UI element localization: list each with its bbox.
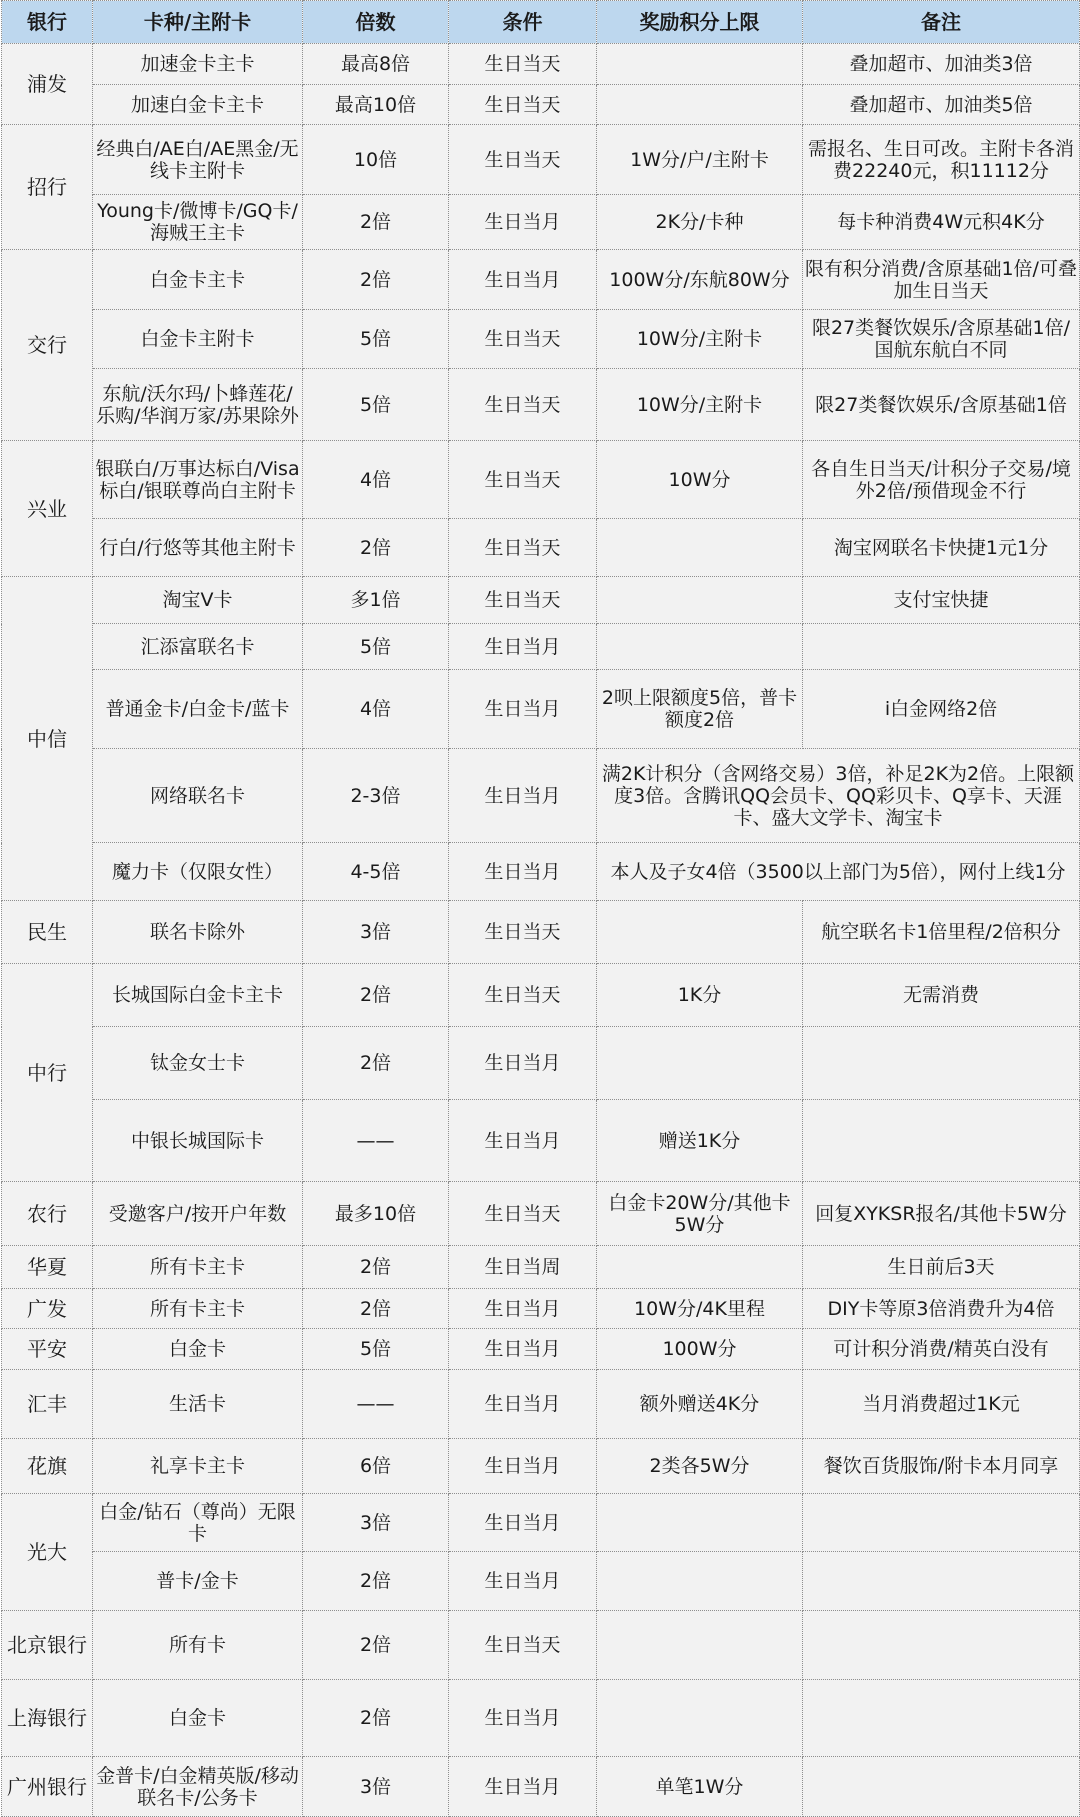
condition-cell: 生日当天 xyxy=(449,577,597,624)
multiplier-cell: 3倍 xyxy=(303,901,449,964)
condition-cell: 生日当月 xyxy=(449,1439,597,1494)
notes-cell xyxy=(803,1494,1080,1552)
points-cap-cell xyxy=(597,901,803,964)
bank-cell: 光大 xyxy=(2,1494,93,1611)
notes-cell xyxy=(803,1100,1080,1182)
multiplier-cell: 10倍 xyxy=(303,125,449,195)
notes-cell: DIY卡等原3倍消费升为4倍 xyxy=(803,1289,1080,1329)
notes-cell: i白金网络2倍 xyxy=(803,670,1080,749)
bank-cell: 平安 xyxy=(2,1329,93,1370)
multiplier-cell: 3倍 xyxy=(303,1757,449,1817)
points-cap-cell: 2K分/卡种 xyxy=(597,195,803,250)
multiplier-cell: 2-3倍 xyxy=(303,749,449,843)
notes-cell: 可计积分消费/精英白没有 xyxy=(803,1329,1080,1370)
card-type-cell: 长城国际白金卡主卡 xyxy=(93,964,303,1027)
table-row xyxy=(2,1611,1080,1680)
condition-cell: 生日当月 xyxy=(449,1552,597,1611)
multiplier-cell: 4倍 xyxy=(303,441,449,519)
notes-cell: 叠加超市、加油类3倍 xyxy=(803,44,1080,85)
table-row xyxy=(2,1027,1080,1100)
table-row xyxy=(2,369,1080,441)
notes-cell: 限有积分消费/含原基础1倍/可叠加生日当天 xyxy=(803,250,1080,310)
notes-cell: 回复XYKSR报名/其他卡5W分 xyxy=(803,1182,1080,1246)
points-cap-cell xyxy=(597,1611,803,1680)
condition-cell: 生日当月 xyxy=(449,1370,597,1439)
card-type-cell: 白金卡 xyxy=(93,1329,303,1370)
multiplier-cell: 3倍 xyxy=(303,1494,449,1552)
notes-cell: 限27类餐饮娱乐/含原基础1倍 xyxy=(803,369,1080,441)
table-row xyxy=(2,85,1080,125)
table-row xyxy=(2,1182,1080,1246)
card-type-cell: 经典白/AE白/AE黑金/无线卡主附卡 xyxy=(93,125,303,195)
condition-cell: 生日当天 xyxy=(449,310,597,369)
multiplier-cell: 2倍 xyxy=(303,1611,449,1680)
card-type-cell: 行白/行悠等其他主附卡 xyxy=(93,519,303,577)
card-type-cell: 加速白金卡主卡 xyxy=(93,85,303,125)
header-condition: 条件 xyxy=(449,1,597,44)
points-cap-cell: 单笔1W分 xyxy=(597,1757,803,1817)
points-cap-cell: 白金卡20W分/其他卡5W分 xyxy=(597,1182,803,1246)
card-type-cell: 钛金女士卡 xyxy=(93,1027,303,1100)
bank-cell: 汇丰 xyxy=(2,1370,93,1439)
points-cap-cell xyxy=(597,519,803,577)
card-type-cell: 东航/沃尔玛/卜蜂莲花/乐购/华润万家/苏果除外 xyxy=(93,369,303,441)
bank-cell: 交行 xyxy=(2,250,93,441)
notes-cell: 当月消费超过1K元 xyxy=(803,1370,1080,1439)
condition-cell: 生日当月 xyxy=(449,1027,597,1100)
card-type-cell: 礼享卡主卡 xyxy=(93,1439,303,1494)
points-cap-cell: 赠送1K分 xyxy=(597,1100,803,1182)
table-row xyxy=(2,901,1080,964)
points-cap-cell xyxy=(597,577,803,624)
multiplier-cell: 4倍 xyxy=(303,670,449,749)
table-row xyxy=(2,843,1080,901)
condition-cell: 生日当月 xyxy=(449,250,597,310)
cap-notes-merged-cell: 本人及子女4倍（3500以上部门为5倍），网付上线1分 xyxy=(597,843,1080,901)
multiplier-cell: 6倍 xyxy=(303,1439,449,1494)
table-row xyxy=(2,1552,1080,1611)
table-row xyxy=(2,577,1080,624)
card-type-cell: 汇添富联名卡 xyxy=(93,624,303,670)
points-cap-cell: 10W分/4K里程 xyxy=(597,1289,803,1329)
notes-cell: 航空联名卡1倍里程/2倍积分 xyxy=(803,901,1080,964)
bank-cell: 农行 xyxy=(2,1182,93,1246)
card-type-cell: 普卡/金卡 xyxy=(93,1552,303,1611)
card-type-cell: 受邀客户/按开户年数 xyxy=(93,1182,303,1246)
notes-cell: 每卡种消费4W元积4K分 xyxy=(803,195,1080,250)
condition-cell: 生日当天 xyxy=(449,125,597,195)
points-cap-cell xyxy=(597,1552,803,1611)
multiplier-cell: 2倍 xyxy=(303,1246,449,1289)
cap-notes-merged-cell: 满2K计积分（含网络交易）3倍，补足2K为2倍。上限额度3倍。含腾讯QQ会员卡、QQ彩贝卡、Q享卡、天涯卡、盛大文学卡、淘宝卡 xyxy=(597,749,1080,843)
notes-cell xyxy=(803,624,1080,670)
multiplier-cell: 2倍 xyxy=(303,964,449,1027)
condition-cell: 生日当月 xyxy=(449,1329,597,1370)
table-body xyxy=(2,44,1080,1817)
condition-cell: 生日当周 xyxy=(449,1246,597,1289)
multiplier-cell: 5倍 xyxy=(303,310,449,369)
bank-cell: 招行 xyxy=(2,125,93,250)
condition-cell: 生日当月 xyxy=(449,749,597,843)
multiplier-cell: 5倍 xyxy=(303,1329,449,1370)
card-type-cell: 所有卡主卡 xyxy=(93,1246,303,1289)
card-type-cell: 生活卡 xyxy=(93,1370,303,1439)
condition-cell: 生日当月 xyxy=(449,670,597,749)
multiplier-cell: 2倍 xyxy=(303,1289,449,1329)
multiplier-cell: 5倍 xyxy=(303,369,449,441)
table-row xyxy=(2,749,1080,843)
multiplier-cell: 2倍 xyxy=(303,250,449,310)
card-type-cell: 白金卡主卡 xyxy=(93,250,303,310)
multiplier-cell: —— xyxy=(303,1370,449,1439)
condition-cell: 生日当天 xyxy=(449,964,597,1027)
notes-cell: 限27类餐饮娱乐/含原基础1倍/国航东航白不同 xyxy=(803,310,1080,369)
bank-cell: 广发 xyxy=(2,1289,93,1329)
notes-cell: 需报名、生日可改。主附卡各消费22240元，积11112分 xyxy=(803,125,1080,195)
multiplier-cell: 2倍 xyxy=(303,1027,449,1100)
points-cap-cell: 1W分/户/主附卡 xyxy=(597,125,803,195)
multiplier-cell: 2倍 xyxy=(303,1680,449,1757)
card-type-cell: 金普卡/白金精英版/移动联名卡/公务卡 xyxy=(93,1757,303,1817)
points-cap-cell: 2类各5W分 xyxy=(597,1439,803,1494)
points-cap-cell: 10W分/主附卡 xyxy=(597,369,803,441)
header-points-cap: 奖励积分上限 xyxy=(597,1,803,44)
points-cap-cell: 100W分/东航80W分 xyxy=(597,250,803,310)
table-row xyxy=(2,1439,1080,1494)
birthday-points-table xyxy=(1,0,1080,1817)
multiplier-cell: 最多10倍 xyxy=(303,1182,449,1246)
multiplier-cell: 2倍 xyxy=(303,195,449,250)
card-type-cell: 淘宝V卡 xyxy=(93,577,303,624)
bank-cell: 广州银行 xyxy=(2,1757,93,1817)
notes-cell: 餐饮百货服饰/附卡本月同享 xyxy=(803,1439,1080,1494)
condition-cell: 生日当月 xyxy=(449,1494,597,1552)
bank-cell: 民生 xyxy=(2,901,93,964)
table-row xyxy=(2,125,1080,195)
card-type-cell: 所有卡 xyxy=(93,1611,303,1680)
condition-cell: 生日当天 xyxy=(449,1611,597,1680)
condition-cell: 生日当月 xyxy=(449,195,597,250)
points-cap-cell xyxy=(597,1027,803,1100)
condition-cell: 生日当天 xyxy=(449,901,597,964)
bank-cell: 浦发 xyxy=(2,44,93,125)
notes-cell: 生日前后3天 xyxy=(803,1246,1080,1289)
condition-cell: 生日当月 xyxy=(449,843,597,901)
multiplier-cell: 多1倍 xyxy=(303,577,449,624)
table-row xyxy=(2,624,1080,670)
card-type-cell: 白金/钻石（尊尚）无限卡 xyxy=(93,1494,303,1552)
card-type-cell: 白金卡主附卡 xyxy=(93,310,303,369)
card-type-cell: 所有卡主卡 xyxy=(93,1289,303,1329)
bank-cell: 中信 xyxy=(2,577,93,901)
multiplier-cell: —— xyxy=(303,1100,449,1182)
condition-cell: 生日当月 xyxy=(449,1100,597,1182)
points-cap-cell: 10W分 xyxy=(597,441,803,519)
points-cap-cell: 额外赠送4K分 xyxy=(597,1370,803,1439)
table-row xyxy=(2,1370,1080,1439)
card-type-cell: 网络联名卡 xyxy=(93,749,303,843)
multiplier-cell: 2倍 xyxy=(303,1552,449,1611)
multiplier-cell: 4-5倍 xyxy=(303,843,449,901)
points-cap-cell xyxy=(597,1680,803,1757)
notes-cell: 支付宝快捷 xyxy=(803,577,1080,624)
condition-cell: 生日当月 xyxy=(449,1289,597,1329)
points-cap-cell xyxy=(597,85,803,125)
condition-cell: 生日当月 xyxy=(449,1680,597,1757)
table-row xyxy=(2,670,1080,749)
card-type-cell: Young卡/微博卡/GQ卡/海贼王主卡 xyxy=(93,195,303,250)
condition-cell: 生日当月 xyxy=(449,624,597,670)
bank-cell: 上海银行 xyxy=(2,1680,93,1757)
table-row xyxy=(2,44,1080,85)
card-type-cell: 联名卡除外 xyxy=(93,901,303,964)
points-cap-cell xyxy=(597,1494,803,1552)
condition-cell: 生日当天 xyxy=(449,519,597,577)
bank-cell: 兴业 xyxy=(2,441,93,577)
card-type-cell: 银联白/万事达标白/Visa标白/银联尊尚白主附卡 xyxy=(93,441,303,519)
points-cap-cell: 100W分 xyxy=(597,1329,803,1370)
table-row xyxy=(2,1494,1080,1552)
multiplier-cell: 2倍 xyxy=(303,519,449,577)
notes-cell xyxy=(803,1552,1080,1611)
card-type-cell: 魔力卡（仅限女性） xyxy=(93,843,303,901)
points-cap-cell: 1K分 xyxy=(597,964,803,1027)
points-cap-cell xyxy=(597,44,803,85)
bank-cell: 华夏 xyxy=(2,1246,93,1289)
notes-cell: 淘宝网联名卡快捷1元1分 xyxy=(803,519,1080,577)
card-type-cell: 中银长城国际卡 xyxy=(93,1100,303,1182)
notes-cell xyxy=(803,1611,1080,1680)
header-row xyxy=(2,1,1080,44)
header-card-type: 卡种/主附卡 xyxy=(93,1,303,44)
condition-cell: 生日当天 xyxy=(449,1182,597,1246)
notes-cell xyxy=(803,1757,1080,1817)
table-row xyxy=(2,310,1080,369)
table-row xyxy=(2,519,1080,577)
condition-cell: 生日当天 xyxy=(449,44,597,85)
condition-cell: 生日当天 xyxy=(449,85,597,125)
notes-cell: 叠加超市、加油类5倍 xyxy=(803,85,1080,125)
notes-cell: 无需消费 xyxy=(803,964,1080,1027)
points-cap-cell xyxy=(597,1246,803,1289)
table-row xyxy=(2,1246,1080,1289)
notes-cell xyxy=(803,1680,1080,1757)
table-row xyxy=(2,195,1080,250)
condition-cell: 生日当月 xyxy=(449,1757,597,1817)
header-notes: 备注 xyxy=(803,1,1080,44)
table-row xyxy=(2,1329,1080,1370)
table-row xyxy=(2,1289,1080,1329)
points-cap-cell: 10W分/主附卡 xyxy=(597,310,803,369)
table-row xyxy=(2,1100,1080,1182)
condition-cell: 生日当天 xyxy=(449,441,597,519)
bank-cell: 花旗 xyxy=(2,1439,93,1494)
notes-cell: 各自生日当天/计积分子交易/境外2倍/预借现金不行 xyxy=(803,441,1080,519)
table-row xyxy=(2,964,1080,1027)
notes-cell xyxy=(803,1027,1080,1100)
table-row xyxy=(2,1757,1080,1817)
card-type-cell: 普通金卡/白金卡/蓝卡 xyxy=(93,670,303,749)
header-bank: 银行 xyxy=(2,1,93,44)
condition-cell: 生日当天 xyxy=(449,369,597,441)
bank-cell: 中行 xyxy=(2,964,93,1182)
points-cap-cell xyxy=(597,624,803,670)
multiplier-cell: 最高8倍 xyxy=(303,44,449,85)
table-row xyxy=(2,1680,1080,1757)
header-multiplier: 倍数 xyxy=(303,1,449,44)
card-type-cell: 加速金卡主卡 xyxy=(93,44,303,85)
table-row xyxy=(2,250,1080,310)
points-cap-cell: 2呗上限额度5倍，普卡额度2倍 xyxy=(597,670,803,749)
table-row xyxy=(2,441,1080,519)
multiplier-cell: 最高10倍 xyxy=(303,85,449,125)
bank-cell: 北京银行 xyxy=(2,1611,93,1680)
card-type-cell: 白金卡 xyxy=(93,1680,303,1757)
multiplier-cell: 5倍 xyxy=(303,624,449,670)
